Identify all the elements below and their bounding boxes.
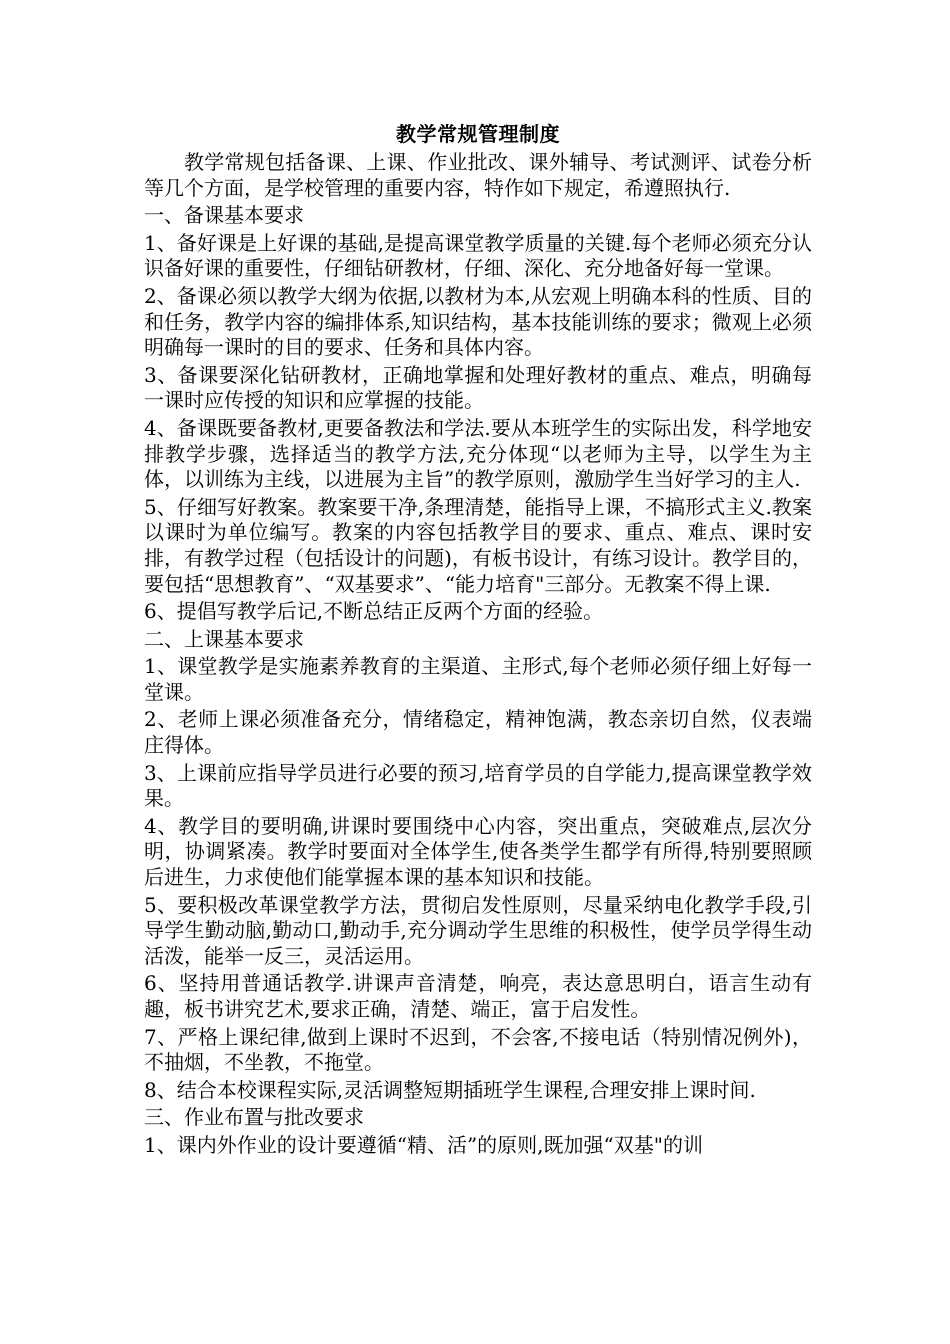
list-item: 5、仔细写好教案。教案要干净,条理清楚，能指导上课，不搞形式主义.教案以课时为单位编写。教案的内容包括教学目的要求、重点、难点、课时安排，有教学过程（包括设计的问题)，有板书设计，有练习设计。教学目的，要包括“思想教育”、“双基要求”、“能力培育"三部分。无教案不得上课. xyxy=(144,494,812,596)
list-item: 6、坚持用普通话教学.讲课声音清楚，响亮，表达意思明白，语言生动有趣，板书讲究艺术,要求正确，清楚、端正，富于启发性。 xyxy=(144,971,812,1021)
list-item: 6、提倡写教学后记,不断总结正反两个方面的经验。 xyxy=(144,599,604,624)
document-title: 教学常规管理制度 xyxy=(396,122,560,146)
list-item: 2、备课必须以教学大纲为依据,以教材为本,从宏观上明确本科的性质、目的和任务，教学内容的编排体系,知识结构，基本技能训练的要求；微观上必须明确每一课时的目的要求、任务和具体内容。 xyxy=(144,283,812,360)
list-item: 8、结合本校课程实际,灵活调整短期插班学生课程,合理安排上课时间. xyxy=(144,1077,756,1102)
section-homework xyxy=(144,1105,812,1158)
section-classroom-teaching xyxy=(144,627,812,1104)
list-item: 1、课堂教学是实施素养教育的主渠道、主形式,每个老师必须仔细上好每一堂课。 xyxy=(144,654,812,704)
section-heading: 二、上课基本要求 xyxy=(144,626,304,651)
section-lesson-preparation xyxy=(144,203,812,625)
list-item: 1、备好课是上好课的基础,是提高课堂教学质量的关键.每个老师必须充分认识备好课的重要性，仔细钻研教材，仔细、深化、充分地备好每一堂课。 xyxy=(144,230,812,281)
list-item: 4、教学目的要明确,讲课时要围绕中心内容，突出重点，突破难点,层次分明，协调紧凑。教学时要面对全体学生,使各类学生都学有所得,特别要照顾后进生，力求使他们能掌握本课的基本知识和技能。 xyxy=(144,813,812,890)
list-item: 1、课内外作业的设计要遵循“精、活”的原则,既加强“双基"的训 xyxy=(144,1132,703,1157)
list-item: 5、要积极改革课堂教学方法，贯彻启发性原则，尽量采纳电化教学手段,引导学生勤动脑,勤动口,勤动手,充分调动学生思维的积极性，使学员学得生动活泼，能举一反三，灵活运用。 xyxy=(144,892,812,968)
list-item: 7、严格上课纪律,做到上课时不迟到，不会客,不接电话（特别情况例外)，不抽烟，不坐教，不拖堂。 xyxy=(144,1024,812,1075)
intro-paragraph: 教学常规包括备课、上课、作业批改、课外辅导、考试测评、试卷分析等几个方面，是学校管理的重要内容，特作如下规定，希遵照执行. xyxy=(144,150,812,200)
list-item: 2、老师上课必须准备充分，情绪稳定，精神饱满，教态亲切自然，仪表端庄得体。 xyxy=(144,707,812,758)
list-item: 4、备课既要备教材,更要备教法和学法.要从本班学生的实际出发，科学地安排教学步骤，选择适当的教学方法,充分体现“以老师为主导，以学生为主体，以训练为主线，以进展为主旨”的教学原则，激励学生当好学习的主人. xyxy=(144,415,812,492)
list-item: 3、备课要深化钻研教材，正确地掌握和处理好教材的重点、难点，明确每一课时应传授的知识和应掌握的技能。 xyxy=(144,362,812,413)
section-heading: 一、备课基本要求 xyxy=(144,203,304,228)
section-heading: 三、作业布置与批改要求 xyxy=(144,1105,364,1130)
list-item: 3、上课前应指导学员进行必要的预习,培育学员的自学能力,提高课堂教学效果。 xyxy=(144,760,812,811)
document-page xyxy=(144,118,812,1161)
